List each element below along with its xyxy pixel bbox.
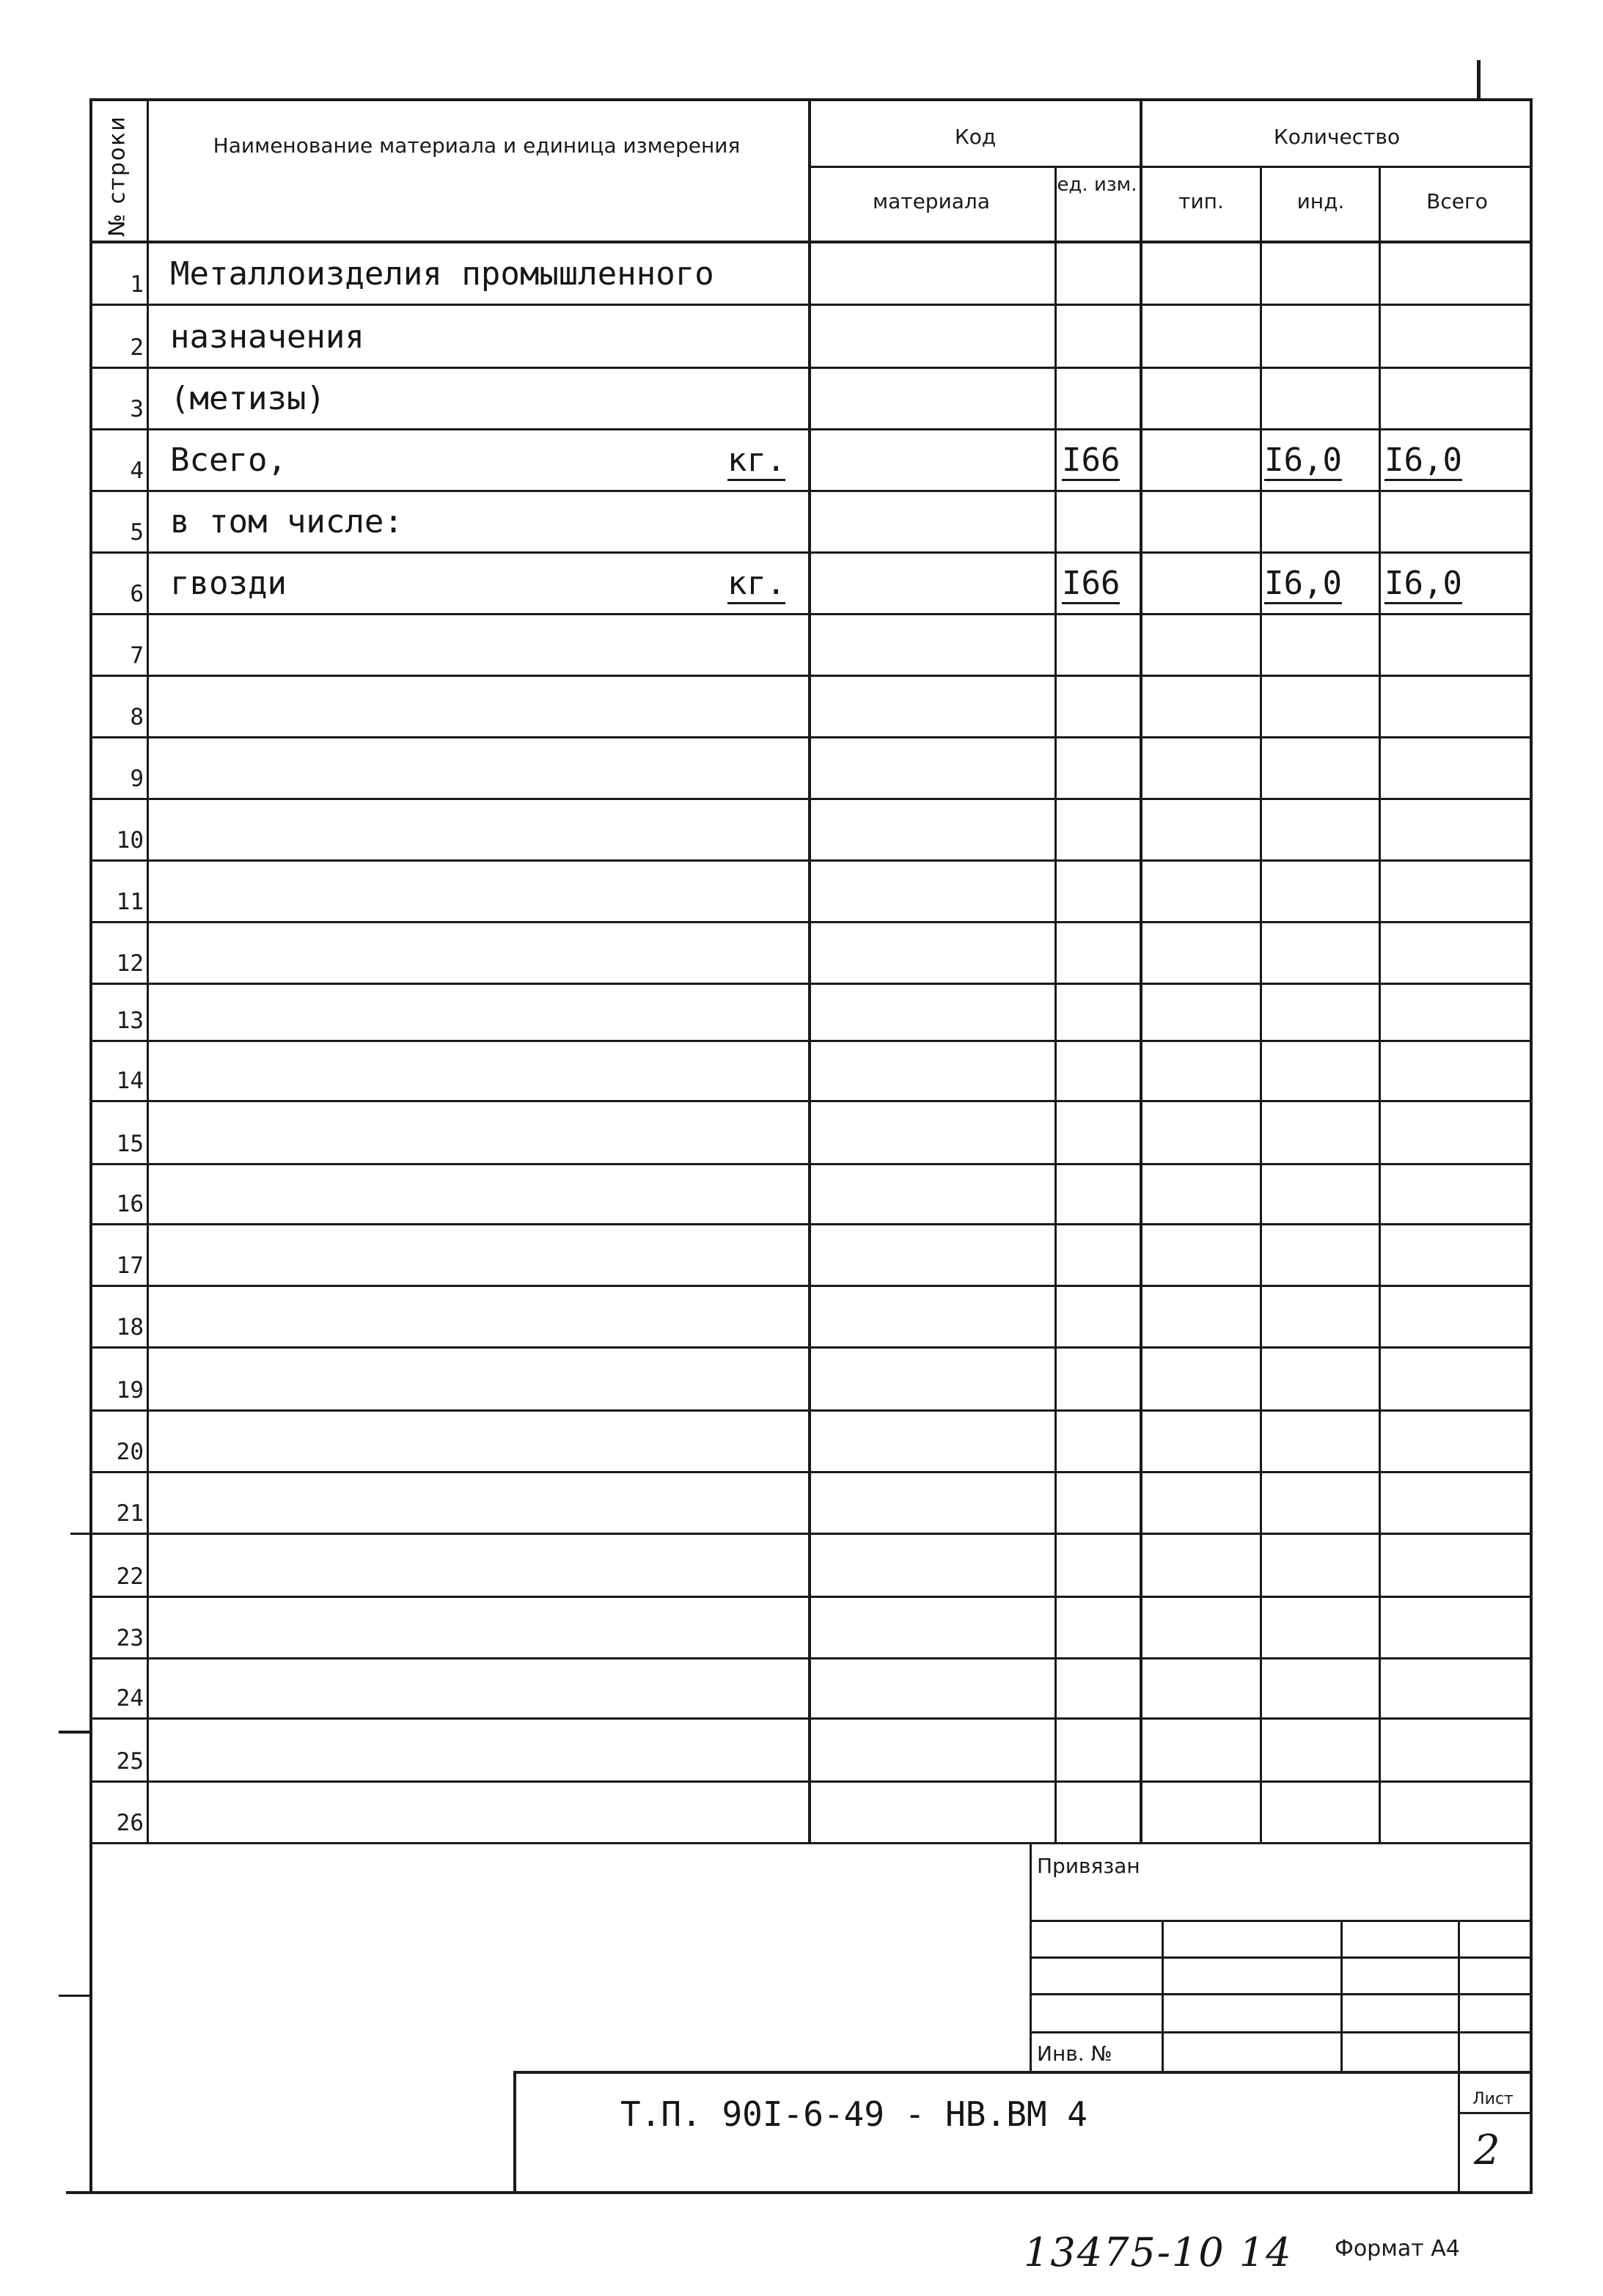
unit-code: I66 (1062, 441, 1120, 481)
code-group-header: Код (954, 125, 997, 149)
margin-mark (59, 1731, 91, 1734)
material-name: назначения (170, 318, 364, 356)
stamp-col (1340, 1920, 1343, 2072)
qty-ind-header: инд. (1296, 189, 1345, 213)
row-line (89, 428, 1533, 430)
material-name: Всего, (170, 441, 287, 479)
row-line (89, 736, 1533, 738)
margin-mark (70, 1533, 91, 1535)
row-number: 23 (116, 1625, 144, 1651)
sheet-label: Лист (1472, 2090, 1514, 2108)
row-line (89, 1657, 1533, 1659)
row-line (89, 367, 1533, 369)
row-line (89, 983, 1533, 985)
unit-of-measure: кг. (727, 441, 785, 481)
row-line (89, 1223, 1533, 1225)
col-line (808, 98, 811, 1844)
col-line (1054, 166, 1057, 1844)
row-number: 14 (116, 1068, 144, 1094)
unit-code: I66 (1062, 565, 1120, 604)
row-number: 13 (116, 1008, 144, 1034)
row-number: 6 (130, 581, 144, 607)
row-line (89, 1717, 1533, 1720)
row-line (89, 675, 1533, 677)
row-number: 24 (116, 1685, 144, 1712)
row-number: 12 (116, 950, 144, 977)
qty-group-header: Количество (1273, 125, 1401, 149)
qty-total-header: Всего (1426, 189, 1488, 213)
row-line (89, 613, 1533, 615)
row-line (89, 921, 1533, 923)
row-line (89, 798, 1533, 800)
row-number: 25 (116, 1748, 144, 1775)
row-number: 1 (130, 271, 144, 298)
qty-typ-header: тип. (1178, 189, 1224, 213)
row-number: 16 (116, 1191, 144, 1217)
inv-no-label: Инв. № (1037, 2042, 1112, 2066)
qty-total: I6,0 (1384, 565, 1462, 604)
row-line (89, 1040, 1533, 1042)
row-line (89, 1842, 1533, 1844)
col-line (1260, 166, 1262, 1844)
stamp-col (1458, 1920, 1460, 2191)
header-bottom-border (89, 241, 1533, 243)
format-label: Формат А4 (1335, 2236, 1460, 2262)
row-number: 10 (116, 827, 144, 854)
row-line (89, 859, 1533, 862)
row-line (89, 1533, 1533, 1535)
col-line (1379, 166, 1381, 1844)
code-unit-header: ед. изм. (1057, 174, 1137, 196)
stamp-title-top (513, 2071, 1531, 2074)
row-line (89, 1100, 1533, 1102)
unit-of-measure: кг. (727, 565, 785, 604)
name-header: Наименование материала и единица измерения (213, 133, 741, 158)
row-line (89, 304, 1533, 306)
row-line (89, 551, 1533, 554)
qty-individual: I6,0 (1264, 441, 1342, 481)
stamp-title-left (513, 2071, 516, 2193)
row-number: 9 (130, 766, 144, 792)
row-line (89, 1471, 1533, 1473)
row-number: 21 (116, 1500, 144, 1527)
row-number: 19 (116, 1377, 144, 1404)
table-right-border (1530, 98, 1533, 1844)
margin-mark (1477, 60, 1481, 98)
row-number: 26 (116, 1810, 144, 1836)
row-number: 22 (116, 1563, 144, 1590)
stamp-line (1030, 1920, 1531, 1922)
row-number: 11 (116, 889, 144, 915)
header-mid-border (808, 166, 1531, 168)
margin-mark (59, 1995, 91, 1997)
stamp-line (1030, 1956, 1531, 1959)
row-number-header: № строки (104, 115, 131, 237)
row-number: 5 (130, 519, 144, 546)
table-top-border (89, 98, 1533, 101)
row-number: 17 (116, 1252, 144, 1279)
row-number: 3 (130, 396, 144, 422)
row-line (89, 1163, 1533, 1165)
stamp-left-border (89, 1842, 92, 2194)
handwritten-archive-number: 13475-10 14 (1024, 2229, 1293, 2275)
stamp-sheet-line (1458, 2112, 1531, 2114)
row-line (89, 490, 1533, 492)
row-number: 4 (130, 458, 144, 484)
document-designation: Т.П. 90I-6-49 - НВ.ВМ 4 (620, 2094, 1087, 2134)
code-material-header: материала (872, 189, 990, 213)
row-number: 8 (130, 704, 144, 730)
row-line (89, 1285, 1533, 1287)
row-number: 7 (130, 642, 144, 669)
material-name: гвозди (170, 565, 287, 602)
qty-individual: I6,0 (1264, 565, 1342, 604)
row-number: 20 (116, 1439, 144, 1465)
material-name: в том числе: (170, 503, 403, 540)
row-line (89, 1780, 1533, 1783)
material-name: Металлоизделия промышленного (170, 255, 714, 293)
row-number: 18 (116, 1314, 144, 1340)
sheet-number: 2 (1474, 2127, 1500, 2174)
col-line (1140, 98, 1142, 1844)
attached-label: Привязан (1037, 1854, 1140, 1878)
row-number: 2 (130, 334, 144, 361)
stamp-line (1030, 2031, 1531, 2033)
stamp-bottom-border (66, 2191, 1533, 2194)
row-line (89, 1596, 1533, 1598)
row-line (89, 1409, 1533, 1412)
stamp-line (1030, 1993, 1531, 1995)
col-line (147, 98, 149, 1844)
material-name: (метизы) (170, 380, 326, 417)
qty-total: I6,0 (1384, 441, 1462, 481)
stamp-right-border (1530, 1842, 1533, 2194)
row-line (89, 1346, 1533, 1349)
row-number: 15 (116, 1131, 144, 1157)
